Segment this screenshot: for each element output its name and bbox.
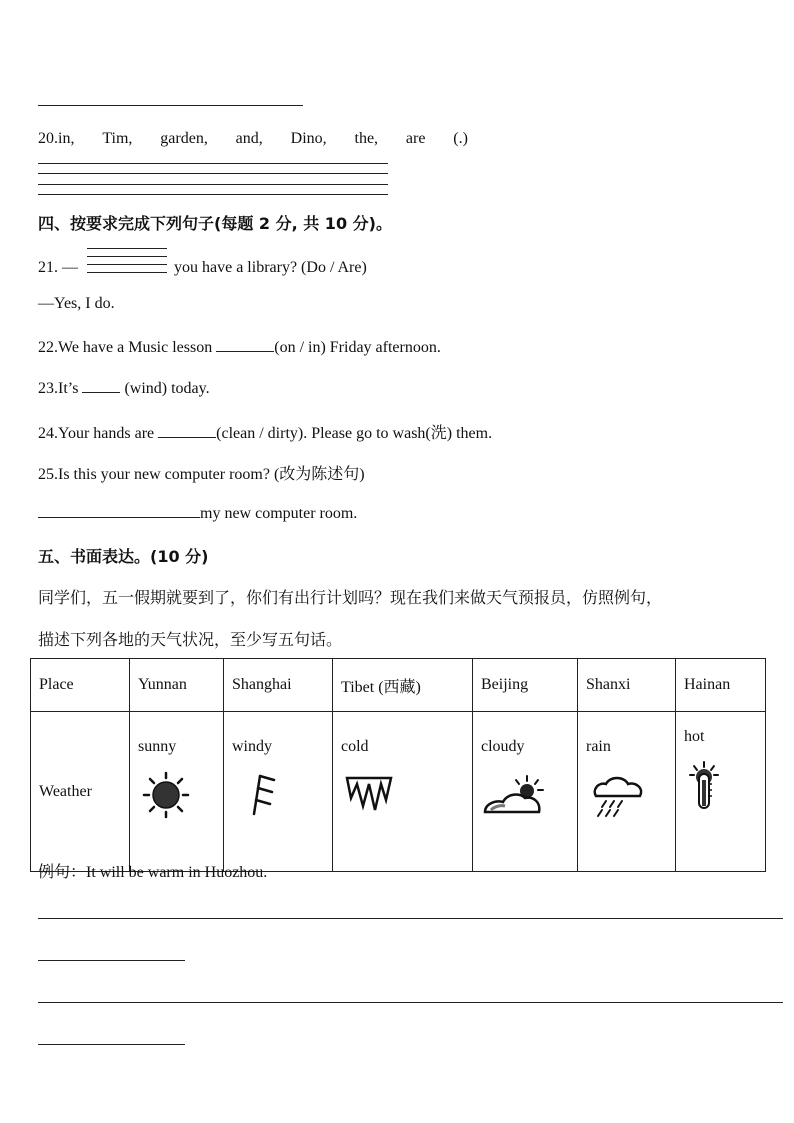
section-5-intro: 同学们，五一假期就要到了，你们有出行计划吗？现在我们来做天气预报员，仿照例句， (38, 588, 663, 607)
table-cell (224, 712, 333, 872)
q20-word: garden, (160, 130, 208, 147)
table-row (31, 659, 766, 712)
q20-word: 20.in, (38, 130, 75, 147)
q24-text: (clean / dirty). Please go to wash(洗) them. (216, 425, 493, 442)
wind-icon (232, 770, 288, 820)
q20 (38, 130, 468, 148)
weather-label: sunny (138, 738, 177, 755)
q20-word: are (405, 130, 426, 147)
q20-word: (.) (453, 130, 468, 147)
q25-answer (38, 503, 357, 523)
q22-text: 22.We have a Music lesson (38, 339, 213, 356)
writing-line (38, 184, 388, 185)
weather-label: cold (341, 738, 369, 755)
q24-text: 24.Your hands are (38, 425, 155, 442)
table-cell: Tibet (西藏) (333, 659, 473, 712)
table-cell: Hainan (676, 659, 766, 712)
answer-blank (216, 337, 274, 352)
writing-line (38, 1002, 783, 1003)
answer-line (38, 105, 303, 106)
table-row (31, 712, 766, 872)
example-sentence: 例句：It will be warm in Huozhou. (38, 864, 268, 881)
q20-word: the, (354, 130, 379, 147)
weather-table (30, 658, 766, 872)
table-cell (676, 712, 766, 872)
table-cell: Weather (31, 712, 130, 872)
table-cell (578, 712, 676, 872)
table-cell (473, 712, 578, 872)
cloud-sun-icon (481, 770, 551, 820)
table-cell (333, 712, 473, 872)
answer-blank (82, 378, 120, 393)
q20-word: Tim, (102, 130, 133, 147)
writing-line (38, 1044, 185, 1045)
writing-line (38, 194, 388, 195)
icicles-icon (341, 770, 397, 820)
table-cell: Shanxi (578, 659, 676, 712)
q24 (38, 420, 492, 443)
table-cell: Place (31, 659, 130, 712)
writing-line (87, 264, 167, 265)
q21-answer: —Yes, I do. (38, 295, 115, 312)
writing-line (87, 256, 167, 257)
q20-word: Dino, (290, 130, 327, 147)
writing-line (87, 272, 167, 273)
q25-text: 25.Is this your new computer room? (改为陈述句) (38, 466, 365, 483)
q23 (38, 378, 210, 398)
writing-line (38, 960, 185, 961)
table-cell (130, 712, 224, 872)
q21-prefix: 21. — (38, 259, 78, 276)
thermometer-hot-icon (684, 760, 724, 816)
q23-text: 23.It’s (38, 380, 79, 397)
q23-text: (wind) today. (124, 380, 210, 397)
writing-line (38, 918, 783, 919)
q22-text: (on / in) Friday afternoon. (274, 339, 441, 356)
table-cell: Beijing (473, 659, 578, 712)
table-cell: Shanghai (224, 659, 333, 712)
rain-cloud-icon (586, 770, 650, 820)
weather-label: windy (232, 738, 272, 755)
q20-word: and, (235, 130, 263, 147)
weather-label: hot (684, 728, 705, 745)
sun-icon (138, 770, 194, 820)
q21-text: you have a library? (Do / Are) (174, 259, 367, 276)
section-5-title: 五、书面表达。(10 分) (38, 547, 209, 566)
section-4-title: 四、按要求完成下列句子(每题 2 分, 共 10 分)。 (38, 214, 392, 233)
section-5-intro: 描述下列各地的天气状况，至少写五句话。 (38, 630, 343, 649)
weather-label: rain (586, 738, 611, 755)
weather-label: cloudy (481, 738, 525, 755)
writing-line (87, 248, 167, 249)
answer-blank (158, 423, 216, 438)
q22 (38, 337, 441, 357)
table-cell: Yunnan (130, 659, 224, 712)
q25-answer-tail: my new computer room. (200, 505, 358, 522)
answer-blank (38, 503, 200, 518)
writing-line (38, 163, 388, 164)
writing-line (38, 173, 388, 174)
